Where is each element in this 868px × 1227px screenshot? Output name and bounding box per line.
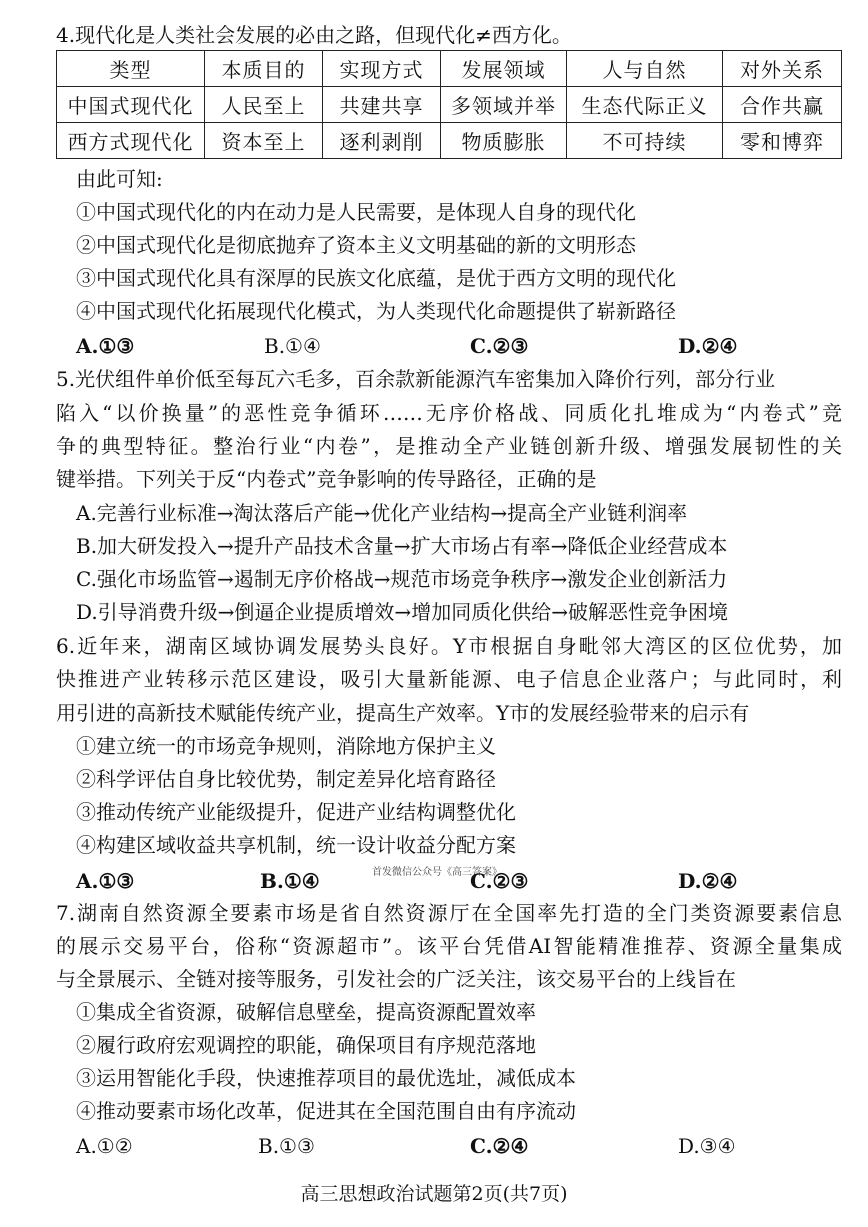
q7-statement: ③运用智能化手段，快速推荐项目的最优选址，减低成本: [76, 1066, 576, 1090]
modernization-comparison-table: [56, 50, 842, 159]
q7-statement: ④推动要素市场化改革，促进其在全国范围自由有序流动: [76, 1099, 576, 1123]
option-a[interactable]: A.①③: [76, 869, 135, 893]
q6-statement: ①建立统一的市场竞争规则，消除地方保护主义: [76, 734, 496, 758]
q7-options: [76, 1131, 842, 1161]
option-d[interactable]: D.引导消费升级→倒逼企业提质增效→增加同质化供给→破解恶性竞争困境: [76, 600, 728, 624]
q7-statement: ②履行政府宏观调控的职能，确保项目有序规范落地: [76, 1033, 536, 1057]
q7-stem-line: 7.湖南自然资源全要素市场是省自然资源厅在全国率先打造的全门类资源要素信息: [56, 901, 842, 925]
option-d[interactable]: D.②④: [678, 334, 738, 358]
q4-statement: ③中国式现代化具有深厚的民族文化底蕴，是优于西方文明的现代化: [76, 266, 676, 290]
q4-statement: ②中国式现代化是彻底抛弃了资本主义文明基础的新的文明形态: [76, 233, 636, 257]
q6-statement: ②科学评估自身比较优势，制定差异化培育路径: [76, 767, 496, 791]
q5-stem-line: 争的典型特征。整治行业“内卷”，是推动全产业链创新升级、增强发展韧性的关: [56, 434, 842, 458]
table-cell: 不可持续: [567, 123, 723, 159]
table-header-cell: 对外关系: [723, 51, 842, 87]
watermark: 首发微信公众号《高三答案》: [372, 867, 502, 878]
table-cell: 中国式现代化: [57, 87, 205, 123]
table-cell: 物质膨胀: [441, 123, 567, 159]
table-row: [57, 123, 842, 159]
option-b[interactable]: B.①④: [264, 334, 321, 358]
q4-statement: ①中国式现代化的内在动力是人民需要，是体现人自身的现代化: [76, 200, 636, 224]
table-header-row: [57, 51, 842, 87]
q7-statement: ①集成全省资源，破解信息壁垒，提高资源配置效率: [76, 1000, 536, 1024]
option-c[interactable]: C.②③: [470, 869, 529, 893]
q6-stem-line: 用引进的高新技术赋能传统产业，提高生产效率。Y市的发展经验带来的启示有: [56, 701, 750, 725]
option-d[interactable]: D.③④: [678, 1134, 736, 1158]
q6-stem-line: 快推进产业转移示范区建设，吸引大量新能源、电子信息企业落户；与此同时，利: [56, 667, 842, 691]
table-cell: 西方式现代化: [57, 123, 205, 159]
table-header-cell: 本质目的: [205, 51, 323, 87]
option-b[interactable]: B.①④: [260, 869, 320, 893]
table-cell: 零和博弈: [723, 123, 842, 159]
q6-options: [76, 866, 842, 896]
q4-lead: 由此可知:: [76, 167, 163, 191]
option-b[interactable]: B.①③: [258, 1134, 315, 1158]
table-cell: 共建共享: [323, 87, 441, 123]
q7-stem-line: 的展示交易平台，俗称“资源超市”。该平台凭借AI智能精准推荐、资源全量集成: [56, 934, 842, 958]
table-cell: 多领域并举: [441, 87, 567, 123]
q6-statement: ③推动传统产业能级提升，促进产业结构调整优化: [76, 800, 516, 824]
q5-stem-line: 键举措。下列关于反“内卷式”竞争影响的传导路径，正确的是: [56, 467, 597, 491]
q6-statement: ④构建区域收益共享机制，统一设计收益分配方案: [76, 833, 516, 857]
table-cell: 人民至上: [205, 87, 323, 123]
q5-stem-line: 5.光伏组件单价低至每瓦六毛多，百余款新能源汽车密集加入降价行列，部分行业: [56, 367, 776, 391]
option-a[interactable]: A.完善行业标准→淘汰落后产能→优化产业结构→提高全产业链利润率: [76, 501, 688, 525]
table-header-cell: 人与自然: [567, 51, 723, 87]
q4-stem: 4.现代化是人类社会发展的必由之路，但现代化≠西方化。: [56, 23, 572, 47]
table-header-cell: 类型: [57, 51, 205, 87]
table-row: [57, 87, 842, 123]
table-cell: 资本至上: [205, 123, 323, 159]
q6-stem-line: 6.近年来，湖南区域协调发展势头良好。Y市根据自身毗邻大湾区的区位优势，加: [56, 634, 842, 658]
option-c[interactable]: C.②④: [470, 1134, 529, 1158]
option-b[interactable]: B.加大研发投入→提升产品技术含量→扩大市场占有率→降低企业经营成本: [76, 534, 728, 558]
option-a[interactable]: A.①③: [76, 334, 135, 358]
option-d[interactable]: D.②④: [678, 869, 738, 893]
option-c[interactable]: C.强化市场监管→遏制无序价格战→规范市场竞争秩序→激发企业创新活力: [76, 567, 728, 591]
table-header-cell: 实现方式: [323, 51, 441, 87]
q4-options: [76, 331, 842, 361]
table-cell: 逐利剥削: [323, 123, 441, 159]
q4-statement: ④中国式现代化拓展现代化模式，为人类现代化命题提供了崭新路径: [76, 299, 676, 323]
page-footer: 高三思想政治试题第2页(共7页): [300, 1183, 568, 1205]
q7-stem-line: 与全景展示、全链对接等服务，引发社会的广泛关注，该交易平台的上线旨在: [56, 967, 736, 991]
option-a[interactable]: A.①②: [76, 1134, 133, 1158]
table-cell: 合作共赢: [723, 87, 842, 123]
table-header-cell: 发展领域: [441, 51, 567, 87]
option-c[interactable]: C.②③: [470, 334, 529, 358]
q5-stem-line: 陷入“以价换量”的恶性竞争循环……无序价格战、同质化扎堆成为“内卷式”竞: [56, 401, 842, 425]
table-cell: 生态代际正义: [567, 87, 723, 123]
